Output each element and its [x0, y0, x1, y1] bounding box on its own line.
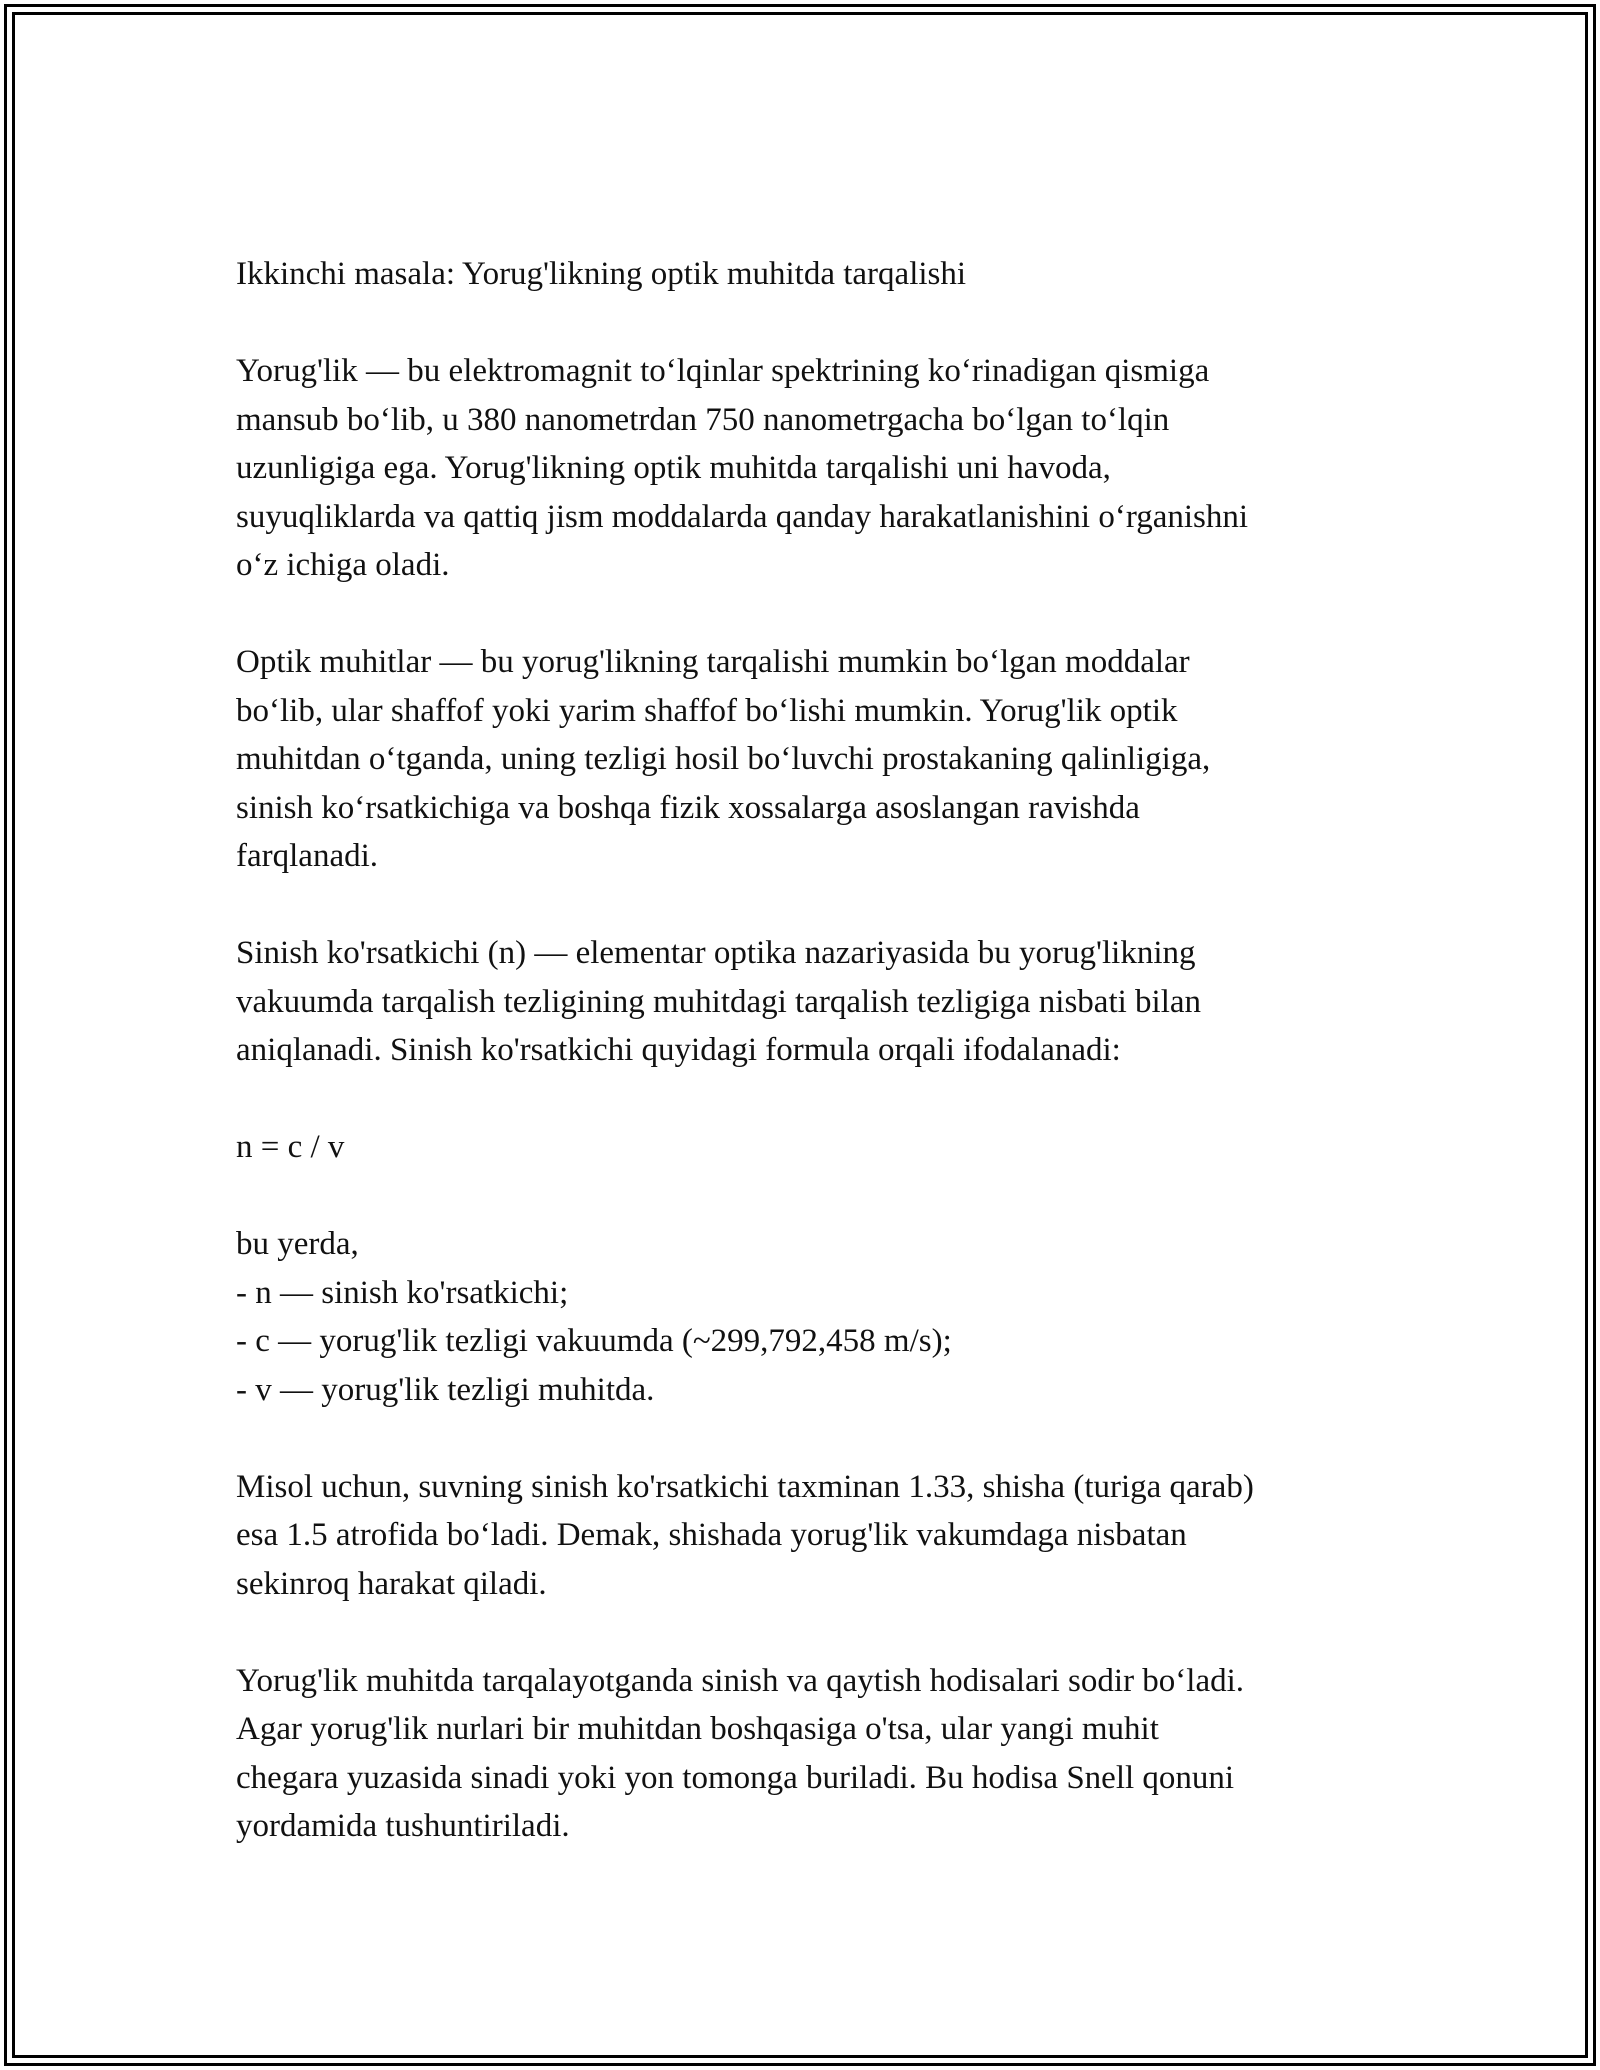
- document-title: Ikkinchi masala: Yorug'likning optik muhitda tarqalishi: [236, 256, 967, 292]
- paragraph-refractive-index: Sinish ko'rsatkichi (n) — elementar optika nazariyasida bu yorug'likning vakuumda tarqalish tezligining muhitdagi tarqalish tezligiga nisbati bilan aniqlanadi. Sinish ko'rsatkichi quyidagi formula orqali ifodalanadi:: [236, 935, 1202, 1068]
- paragraph-snell-law: Yorug'lik muhitda tarqalayotganda sinish va qaytish hodisalari sodir bo‘ladi. Agar yorug'lik nurlari bir muhitdan boshqasiga o'tsa, ular yangi muhit chegara yuzasida sinadi yoki yon tomonga buriladi. Bu hodisa Snell qonuni yordamida tushuntiriladi.: [236, 1662, 1245, 1844]
- document-body: [236, 250, 1396, 1899]
- paragraph-light-definition: Yorug'lik — bu elektromagnit to‘lqinlar spektrining ko‘rinadigan qismiga mansub bo‘lib, u 380 nanometrdan 750 nanometrgacha bo‘lgan to‘lqin uzunligiga ega. Yorug'likning optik muhitda tarqalishi uni havoda, suyuqliklarda va qattiq jism moddalarda qanday harakatlanishini o‘rganishni o‘z ichiga oladi.: [236, 353, 1249, 583]
- definitions-intro: bu yerda,: [236, 1226, 359, 1262]
- definition-v: - v — yorug'lik tezligi muhitda.: [236, 1371, 655, 1408]
- formula-definitions: [236, 1220, 1396, 1414]
- paragraph-optical-media: Optik muhitlar — bu yorug'likning tarqalishi mumkin bo‘lgan moddalar bo‘lib, ular shaffof yoki yarim shaffof bo‘lishi mumkin. Yorug'lik optik muhitdan o‘tganda, uning tezligi hosil bo‘luvchi prostakaning qalinligiga, sinish ko‘rsatkichiga va boshqa fizik xossalarga asoslangan ravishda farqlanadi.: [236, 644, 1211, 874]
- definition-n: - n — sinish ko'rsatkichi;: [236, 1274, 569, 1311]
- paragraph-example: Misol uchun, suvning sinish ko'rsatkichi taxminan 1.33, shisha (turiga qarab) esa 1.5 atrofida bo‘ladi. Demak, shishada yorug'lik vakumdaga nisbatan sekinroq harakat qiladi.: [236, 1468, 1254, 1602]
- formula: n = c / v: [236, 1129, 345, 1165]
- definition-c: - c — yorug'lik tezligi vakuumda (~299,792,458 m/s);: [236, 1323, 952, 1359]
